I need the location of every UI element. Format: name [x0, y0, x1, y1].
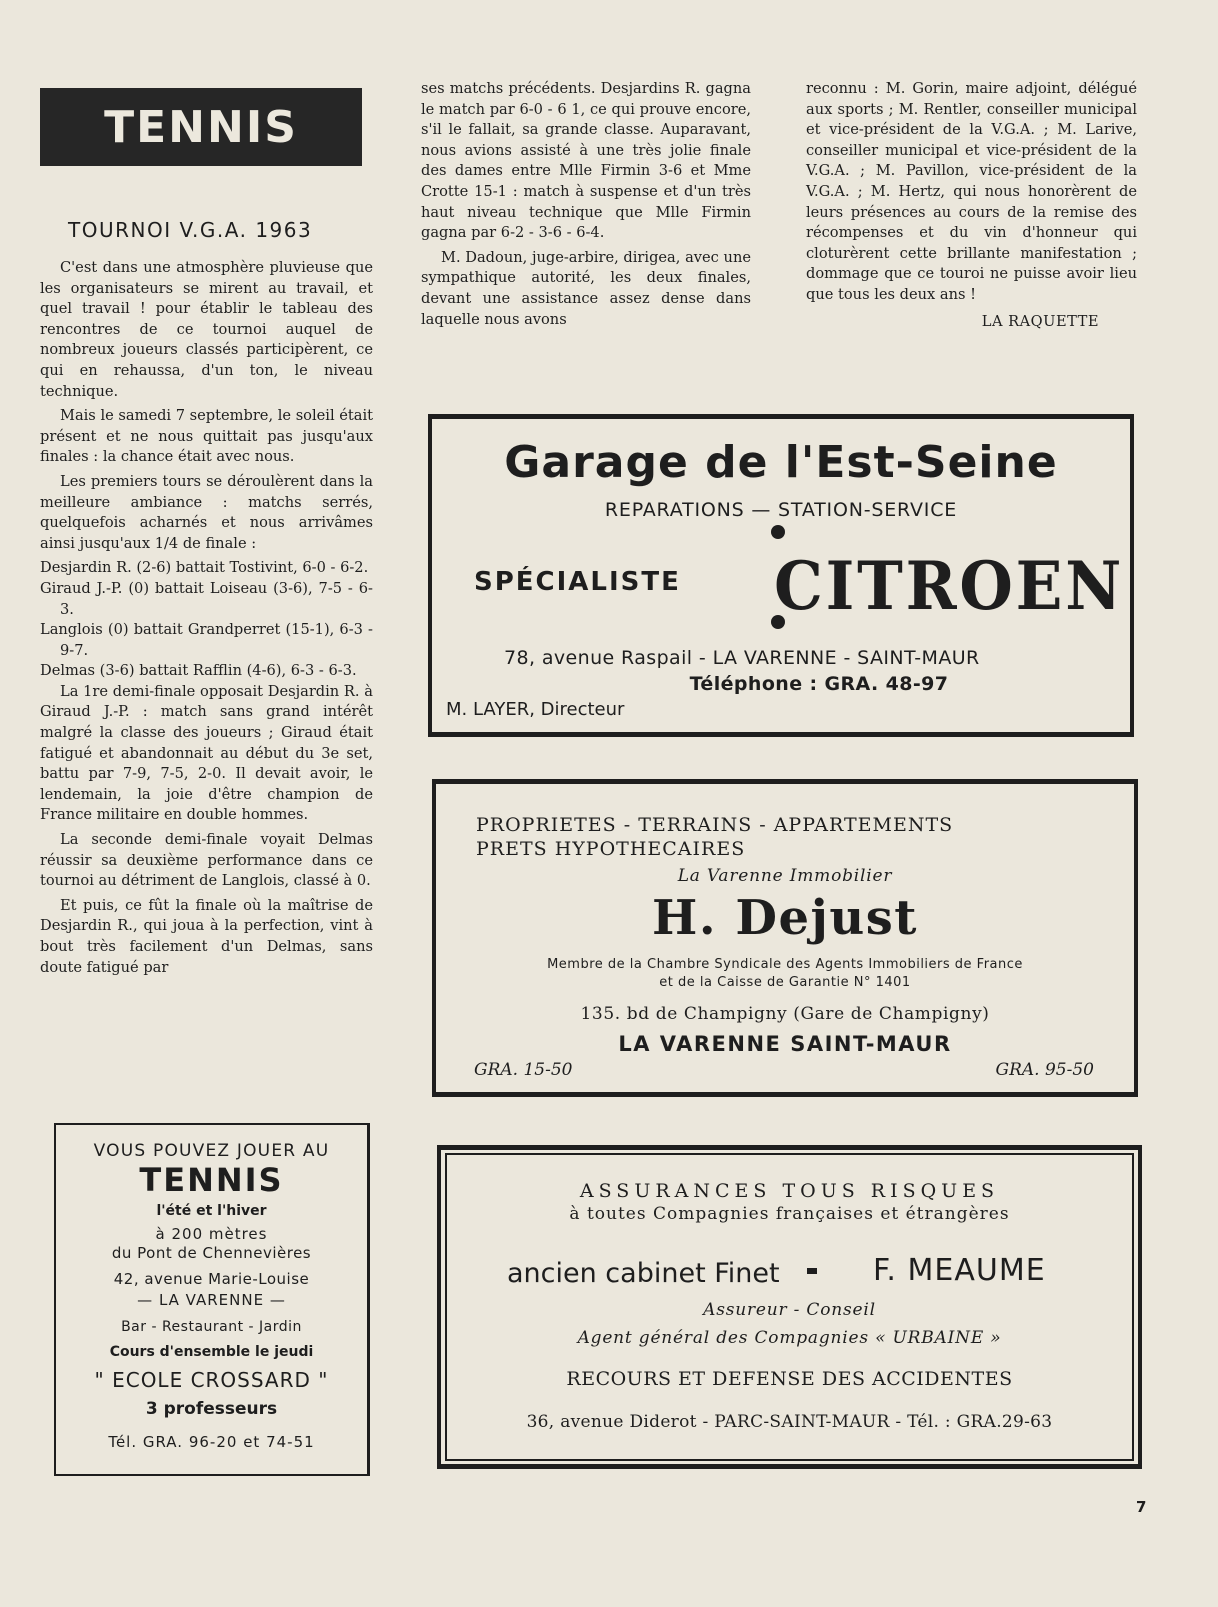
club-title: TENNIS [139, 1161, 284, 1199]
club-line: Cours d'ensemble le jeudi [109, 1344, 314, 1360]
separator-dash [807, 1268, 817, 1274]
agent-name: H. Dejust [652, 890, 918, 946]
insurer-agent: Agent général des Compagnies « URBAINE » [577, 1328, 1002, 1348]
club-line: VOUS POUVEZ JOUER AU [93, 1141, 330, 1161]
insurer-address: 36, avenue Diderot - PARC-SAINT-MAUR - Tél. : GRA.29-63 [526, 1412, 1053, 1432]
agency-phone: GRA. 15-50 [474, 1060, 573, 1080]
paragraph: reconnu : M. Gorin, maire adjoint, délégué aux sports ; M. Rentler, conseiller municipal et vice-président de la V.G.A. ; M. Larive, conseiller municipal et vice-président de la V.G.A. ; M. Pavillon, vice-président de la V.G.A. ; M. Hertz, qui nous honorèrent de leurs présences au cours de la remise des récompenses et du vin d'honneur qui cloturèrent cette brillante manifestation ; dommage que ce touroi ne puisse avoir lieu que tous les deux ans ! [806, 80, 1137, 303]
membership-line: Membre de la Chambre Syndicale des Agents Immobiliers de France [547, 957, 1023, 972]
membership-line: et de la Caisse de Garantie N° 1401 [659, 975, 911, 990]
insurer-service: RECOURS ET DEFENSE DES ACCIDENTES [566, 1368, 1013, 1390]
insurer-role: Assureur - Conseil [703, 1300, 876, 1320]
author-signature: LA RAQUETTE [981, 312, 1099, 330]
paragraph: M. Dadoun, juge-arbire, dirigea, avec une sympathique autorité, les deux finales, devant une assistance assez dense dans laquelle nous avons [421, 248, 751, 328]
agency-address: 135. bd de Champigny (Gare de Champigny) [580, 1004, 990, 1024]
garage-director: M. LAYER, Directeur [446, 699, 625, 720]
paragraph: C'est dans une atmosphère pluvieuse que les organisateurs se mirent au travail, et quel travail ! pour établir le tableau des rencontres de ce tournoi auquel de nombreux joueurs classés participèrent, ce qui en rehaussa, d'un ton, le niveau technique. [40, 259, 373, 400]
membership-text [476, 956, 1094, 992]
club-line: du Pont de Chennevières [111, 1244, 312, 1262]
garage-advertisement [428, 414, 1134, 737]
match-result: Giraud J.-P. (0) battait Loiseau (3-6), 7-5 - 6-3. [40, 579, 373, 618]
article-title: TOURNOI V.G.A. 1963 [68, 218, 313, 242]
insurance-advertisement [437, 1145, 1142, 1469]
article-column-1 [40, 258, 373, 982]
former-firm: ancien cabinet Finet [507, 1258, 780, 1289]
club-phone: Tél. GRA. 96-20 et 74-51 [108, 1433, 315, 1451]
paragraph: ses matchs précédents. Desjardins R. gagna le match par 6-0 - 6 1, ce qui prouve encore, s'il le fallait, sa grande classe. Auparavant, nous avions assisté à une très jolie finale des dames entre Mlle Firmin 3-6 et Mme Crotte 15-1 : match à suspense et d'un très haut niveau technique que Mlle Firmin gagna par 6-2 - 3-6 - 6-4. [421, 80, 751, 242]
match-result: Delmas (3-6) battait Rafflin (4-6), 6-3 - 6-3. [40, 662, 357, 680]
club-line: 42, avenue Marie-Louise [113, 1270, 310, 1288]
section-banner [40, 88, 362, 166]
paragraph: Les premiers tours se déroulèrent dans la meilleure ambiance : matchs serrés, quelquefois acharnés et nous arrivâmes ainsi jusqu'aux 1/4 de finale : [40, 472, 373, 552]
brand-logo: CITROEN [774, 547, 1125, 625]
paragraph: La seconde demi-finale voyait Delmas réussir sa deuxième performance dans ce tournoi au détriment de Langlois, classé à 0. [40, 831, 373, 890]
garage-name: Garage de l'Est-Seine [504, 437, 1058, 488]
services-line: PROPRIETES - TERRAINS - APPARTEMENTS [476, 814, 954, 836]
match-result: Desjardin R. (2-6) battait Tostivint, 6-0 - 6-2. [40, 559, 369, 577]
article-column-2 [421, 79, 751, 334]
insurance-subheading: à toutes Compagnies françaises et étrangères [569, 1204, 1010, 1224]
real-estate-advertisement [432, 779, 1138, 1097]
club-line: 3 professeurs [145, 1399, 278, 1419]
specialist-label: SPÉCIALISTE [474, 567, 681, 597]
services-line: PRETS HYPOTHECAIRES [476, 838, 746, 860]
garage-services: REPARATIONS — STATION-SERVICE [604, 499, 958, 521]
agency-name: La Varenne Immobilier [677, 866, 893, 886]
brand-dot-icon [771, 525, 785, 539]
page-number: 7 [1136, 1498, 1147, 1516]
agency-city: LA VARENNE SAINT-MAUR [618, 1032, 952, 1056]
garage-address: 78, avenue Raspail - LA VARENNE - SAINT-MAUR [504, 647, 980, 669]
club-line: l'été et l'hiver [156, 1203, 267, 1219]
section-label: TENNIS [104, 101, 298, 153]
paragraph: Et puis, ce fût la finale où la maîtrise de Desjardin R., qui joua à la perfection, vint à bout très facilement d'un Delmas, sans doute fatigué par [40, 896, 373, 976]
paragraph: Mais le samedi 7 septembre, le soleil était présent et ne nous quittait pas jusqu'aux finales : la chance était avec nous. [40, 407, 373, 466]
match-result: Langlois (0) battait Grandperret (15-1), 6-3 - 9-7. [40, 621, 373, 659]
paragraph: La 1re demi-finale opposait Desjardin R. à Giraud J.-P. : match sans grand intérêt malgré la classe des joueurs ; Giraud était fatigué et abandonnait au début du 3e set, battu par 7-9, 7-5, 2-0. Il devait avoir, le lendemain, la joie d'être champion de France militaire en double hommes. [40, 682, 373, 824]
club-line: Bar - Restaurant - Jardin [121, 1319, 302, 1335]
garage-phone: Téléphone : GRA. 48-97 [689, 673, 949, 695]
insurance-heading: ASSURANCES TOUS RISQUES [579, 1180, 1000, 1202]
insurer-name: F. MEAUME [873, 1253, 1046, 1288]
article-column-3 [806, 79, 1137, 332]
club-school: " ECOLE CROSSARD " [94, 1368, 329, 1392]
tennis-club-advertisement [54, 1123, 370, 1476]
club-line: — LA VARENNE — [137, 1291, 286, 1309]
club-line: à 200 mètres [155, 1225, 268, 1243]
agency-phone: GRA. 95-50 [995, 1060, 1094, 1080]
